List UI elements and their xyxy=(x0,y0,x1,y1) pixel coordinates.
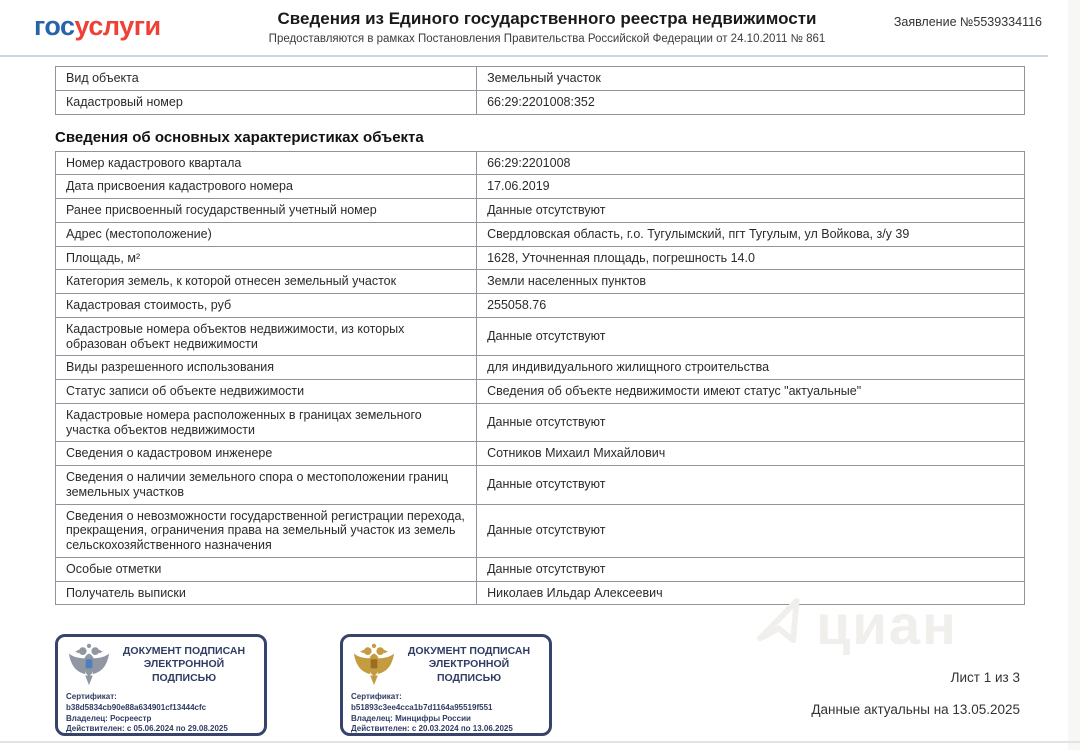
row-value: 66:29:2201008 xyxy=(487,155,571,170)
row-label: Вид объекта xyxy=(56,67,477,90)
row-value: Данные отсутствуют xyxy=(487,477,606,492)
row-value: 66:29:2201008:352 xyxy=(487,94,595,109)
table-row xyxy=(56,442,1024,466)
table-row xyxy=(56,404,1024,443)
row-label: Кадастровая стоимость, руб xyxy=(56,294,477,317)
row-label: Виды разрешенного использования xyxy=(56,356,477,379)
table-row xyxy=(56,318,1024,357)
object-summary-table xyxy=(55,66,1025,115)
row-value: Николаев Ильдар Алексеевич xyxy=(487,585,663,600)
table-row xyxy=(56,175,1024,199)
row-value: Сведения об объекте недвижимости имеют статус "актуальные" xyxy=(487,384,862,398)
row-label: Статус записи об объекте недвижимости xyxy=(56,380,477,403)
row-value: Земельный участок xyxy=(487,71,601,85)
page-number: Лист 1 из 3 xyxy=(950,670,1020,685)
row-label: Категория земель, к которой отнесен земельный участок xyxy=(56,270,477,293)
stamp-title: ДОКУМЕНТ ПОДПИСАН ЭЛЕКТРОННОЙ ПОДПИСЬЮ xyxy=(122,644,246,684)
table-row xyxy=(56,356,1024,380)
table-row xyxy=(56,558,1024,582)
document-subtitle: Предоставляются в рамках Постановления Правительства Российской Федерации от 24.10.2011 № 861 xyxy=(268,33,826,45)
stamp-info xyxy=(351,692,541,735)
row-value: Земли населенных пунктов xyxy=(487,274,647,289)
stamp-owner: Владелец: Росреестр xyxy=(66,713,152,723)
row-label: Сведения о невозможности государственной регистрации перехода, прекращения, ограничения права на земельный участок из земель сельскохозяйственного назначения xyxy=(56,505,477,557)
row-label: Площадь, м² xyxy=(56,247,477,270)
stamp-validity: Действителен: с 20.03.2024 по 13.06.2025 xyxy=(351,724,513,734)
row-label: Кадастровые номера объектов недвижимости, из которых образован объект недвижимости xyxy=(56,318,477,356)
data-actuality-date: Данные актуальны на 13.05.2025 xyxy=(811,702,1020,717)
row-label: Особые отметки xyxy=(56,558,477,581)
table-row xyxy=(56,67,1024,91)
row-value: 255058.76 xyxy=(487,298,547,312)
row-label: Получатель выписки xyxy=(56,582,477,605)
table-row xyxy=(56,91,1024,114)
row-value: 17.06.2019 xyxy=(487,179,550,194)
section-title: Сведения об основных характеристиках объекта xyxy=(55,128,424,146)
row-label: Сведения о кадастровом инженере xyxy=(56,442,477,465)
row-value: Свердловская область, г.о. Тугулымский, пгт Тугулым, ул Войкова, з/у 39 xyxy=(487,226,910,241)
signature-stamp-rosreestr xyxy=(55,634,267,736)
table-row xyxy=(56,380,1024,404)
header-title-block xyxy=(242,9,852,45)
russia-coat-of-arms-icon xyxy=(351,642,397,688)
table-row xyxy=(56,223,1024,247)
watermark-text: циан xyxy=(816,593,958,656)
logo-part-red: услуги xyxy=(74,11,161,41)
row-label: Ранее присвоенный государственный учетный номер xyxy=(56,199,477,222)
row-value: для индивидуального жилищного строительства xyxy=(487,360,770,375)
page-edge-right xyxy=(1068,0,1080,750)
row-value: Сотников Михаил Михайлович xyxy=(487,446,666,461)
stamp-header xyxy=(66,642,256,688)
row-value: Данные отсутствуют xyxy=(487,561,606,576)
row-value: 1628, Уточненная площадь, погрешность 14.0 xyxy=(487,250,755,265)
gosuslugi-logo xyxy=(34,11,242,42)
table-row xyxy=(56,199,1024,223)
rosreestr-emblem-icon xyxy=(66,642,112,688)
stamp-header xyxy=(351,642,541,688)
document-title: Сведения из Единого государственного реестра недвижимости xyxy=(277,9,817,28)
row-label: Адрес (местоположение) xyxy=(56,223,477,246)
row-value: Данные отсутствуют xyxy=(487,203,606,217)
row-label: Номер кадастрового квартала xyxy=(56,152,477,175)
stamp-certificate: Сертификат: b51893c3ee4cca1b7d1164a95519f551 xyxy=(351,692,493,712)
table-row xyxy=(56,505,1024,558)
main-characteristics-table xyxy=(55,151,1025,606)
row-label: Кадастровые номера расположенных в границах земельного участка объектов недвижимости xyxy=(56,404,477,442)
table-row xyxy=(56,247,1024,271)
logo-part-blue: гос xyxy=(34,11,75,41)
table-row xyxy=(56,466,1024,505)
row-label: Кадастровый номер xyxy=(56,91,477,114)
table-row xyxy=(56,152,1024,176)
document-header xyxy=(0,0,1080,52)
signature-stamp-mincifry xyxy=(340,634,552,736)
row-label: Дата присвоения кадастрового номера xyxy=(56,175,477,198)
stamp-owner: Владелец: Минцифры России xyxy=(351,713,471,723)
application-number: Заявление №5539334116 xyxy=(893,15,1042,29)
stamp-title: ДОКУМЕНТ ПОДПИСАН ЭЛЕКТРОННОЙ ПОДПИСЬЮ xyxy=(407,644,531,684)
row-value: Данные отсутствуют xyxy=(487,415,606,430)
table-row xyxy=(56,294,1024,318)
stamp-certificate: Сертификат: b38d5834cb90e88a634901cf13444cfc xyxy=(66,692,207,712)
stamp-validity: Действителен: с 05.06.2024 по 29.08.2025 xyxy=(66,724,228,734)
row-label: Сведения о наличии земельного спора о местоположении границ земельных участков xyxy=(56,466,477,504)
page-edge-bottom xyxy=(0,741,1080,743)
stamp-info xyxy=(66,692,256,735)
table-row xyxy=(56,582,1024,605)
header-separator xyxy=(0,55,1048,57)
table-row xyxy=(56,270,1024,294)
row-value: Данные отсутствуют xyxy=(487,523,606,538)
row-value: Данные отсутствуют xyxy=(487,329,606,344)
